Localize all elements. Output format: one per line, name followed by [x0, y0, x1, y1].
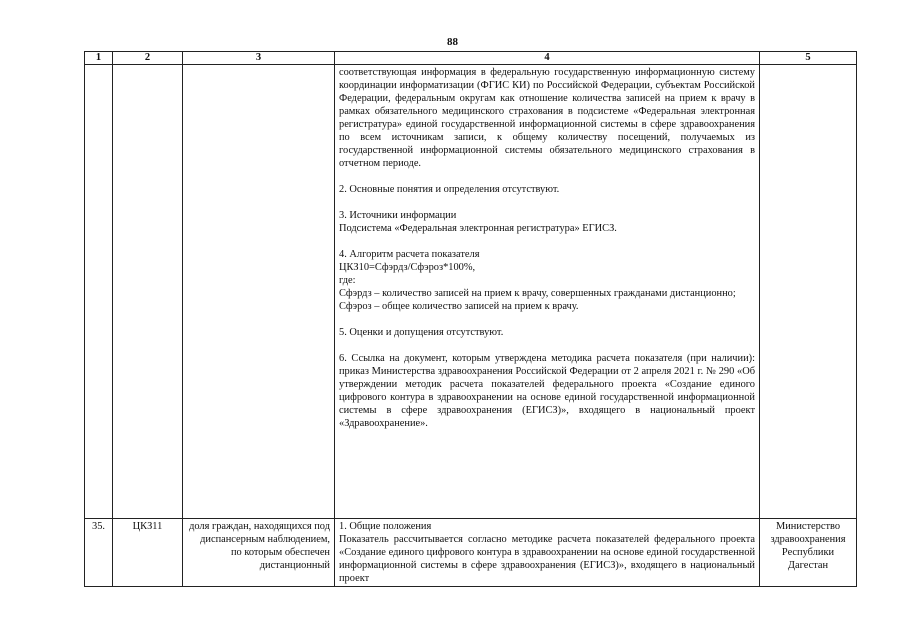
- header-col-2: 2: [113, 52, 183, 65]
- section-assumptions: 5. Оценки и допущения отсутствуют.: [339, 327, 504, 338]
- header-row: [85, 52, 857, 65]
- header-col-4: 4: [335, 52, 760, 65]
- section-general-title: 1. Общие положения: [339, 521, 432, 532]
- section-definitions: 2. Основные понятия и определения отсутствуют.: [339, 184, 560, 195]
- algorithm-where: где:: [339, 275, 356, 286]
- methodology-intro: соответствующая информация в федеральную государственную информационную систему координации информатизации (ФГИС КИ) по Российской Федерации, субъектам Российской Федерации, федеральным округам как отношение количества записей на прием к врачу в рамках обязательного медицинского страхования в подсистеме «Федеральная электронная регистратура» единой государственной информационной системы в сфере здравоохранения по всем источникам записи, к общему количеству посещений, получаемых из государственной информационной системы обязательного медицинского страхования в отчетном периоде.: [339, 67, 755, 169]
- cell-indicator-empty: [183, 65, 335, 519]
- algorithm-formula: ЦКЗ10=Сфэрдз/Сфэроз*100%,: [339, 262, 476, 273]
- table-row-continued: [85, 65, 857, 519]
- indicator-name: доля граждан, находящихся под диспансерным наблюдением, по которым обеспечен дистанционный: [183, 519, 335, 587]
- algorithm-definition-2: Сфэроз – общее количество записей на прием к врачу.: [339, 301, 579, 312]
- header-col-5: 5: [760, 52, 857, 65]
- table-row-35: [85, 519, 857, 587]
- section-document-reference: 6. Ссылка на документ, которым утверждена методика расчета показателя (при наличии): приказ Министерства здравоохранения Российской Федерации от 2 апреля 2021 г. № 290 «Об утверждении методик расчета показателей федерального проекта «Создание единого цифрового контура в здравоохранении на основе единой государственной информационной системы в сфере здравоохранения (ЕГИСЗ)», входящего в национальный проект «Здравоохранение».: [339, 353, 755, 429]
- responsible-authority: Министерство здравоохранения Республики Дагестан: [760, 519, 857, 587]
- section-general-text: Показатель рассчитывается согласно методике расчета показателей федерального проекта «Создание единого цифрового контура в здравоохранении на основе единой государственной информационной системы в сфере здравоохранения (ЕГИСЗ)», входящего в национальный проект: [339, 534, 755, 584]
- methodology-cell: [335, 65, 760, 519]
- algorithm-definition-1: Сфэрдз – количество записей на прием к врачу, совершенных гражданами дистанционно;: [339, 288, 736, 299]
- cell-code-empty: [113, 65, 183, 519]
- cell-responsible-empty: [760, 65, 857, 519]
- methodology-cell-35: [335, 519, 760, 587]
- indicator-code: ЦКЗ11: [113, 519, 183, 587]
- section-algorithm-title: 4. Алгоритм расчета показателя: [339, 249, 480, 260]
- indicators-table: [84, 51, 857, 587]
- cell-num-empty: [85, 65, 113, 519]
- section-sources-title: 3. Источники информации: [339, 210, 457, 221]
- section-sources-text: Подсистема «Федеральная электронная регистратура» ЕГИСЗ.: [339, 223, 617, 234]
- header-col-1: 1: [85, 52, 113, 65]
- row-number: 35.: [85, 519, 113, 587]
- header-col-3: 3: [183, 52, 335, 65]
- page-number: 88: [447, 36, 458, 48]
